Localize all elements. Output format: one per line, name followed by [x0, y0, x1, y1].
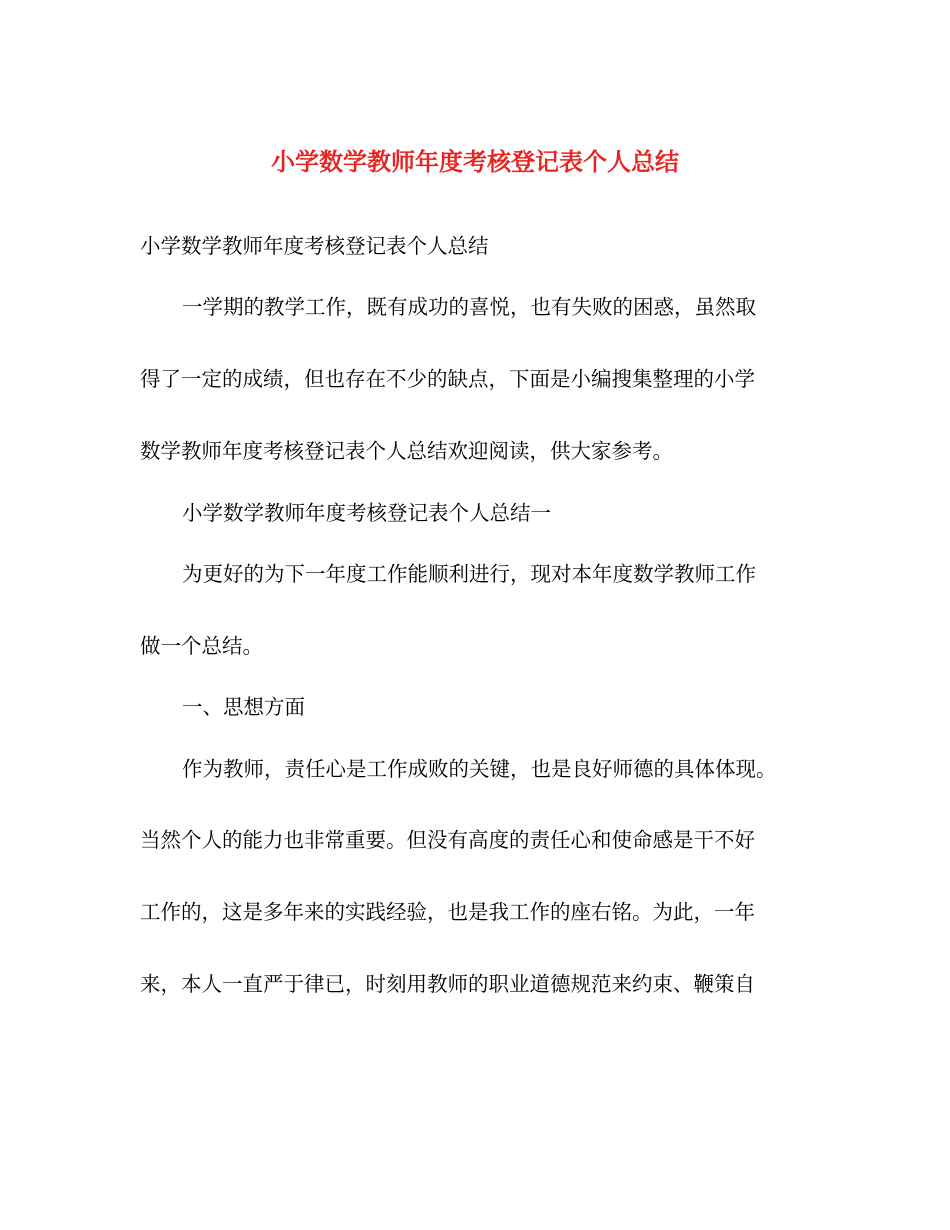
- document-title: 小学数学教师年度考核登记表个人总结: [271, 147, 679, 176]
- paragraph-line: 做一个总结。: [140, 634, 263, 658]
- paragraph-line: 一学期的教学工作，既有成功的喜悦，也有失败的困惑，虽然取: [182, 295, 756, 319]
- paragraph-line: 数学教师年度考核登记表个人总结欢迎阅读，供大家参考。: [140, 439, 673, 463]
- section-heading: 一、思想方面: [182, 695, 305, 719]
- paragraph-line: 来，本人一直严于律已，时刻用教师的职业道德规范来约束、鞭策自: [140, 972, 755, 996]
- paragraph-line: 小学数学教师年度考核登记表个人总结: [140, 234, 489, 258]
- paragraph-line: 为更好的为下一年度工作能顺利进行，现对本年度数学教师工作: [182, 562, 756, 586]
- section-heading: 小学数学教师年度考核登记表个人总结一: [182, 501, 551, 525]
- paragraph-line: 当然个人的能力也非常重要。但没有高度的责任心和使命感是干不好: [140, 828, 755, 852]
- paragraph-line: 作为教师，责任心是工作成败的关键，也是良好师德的具体体现。: [182, 757, 777, 781]
- paragraph-line: 工作的，这是多年来的实践经验，也是我工作的座右铭。为此，一年: [140, 900, 755, 924]
- paragraph-line: 得了一定的成绩，但也存在不少的缺点，下面是小编搜集整理的小学: [140, 367, 755, 391]
